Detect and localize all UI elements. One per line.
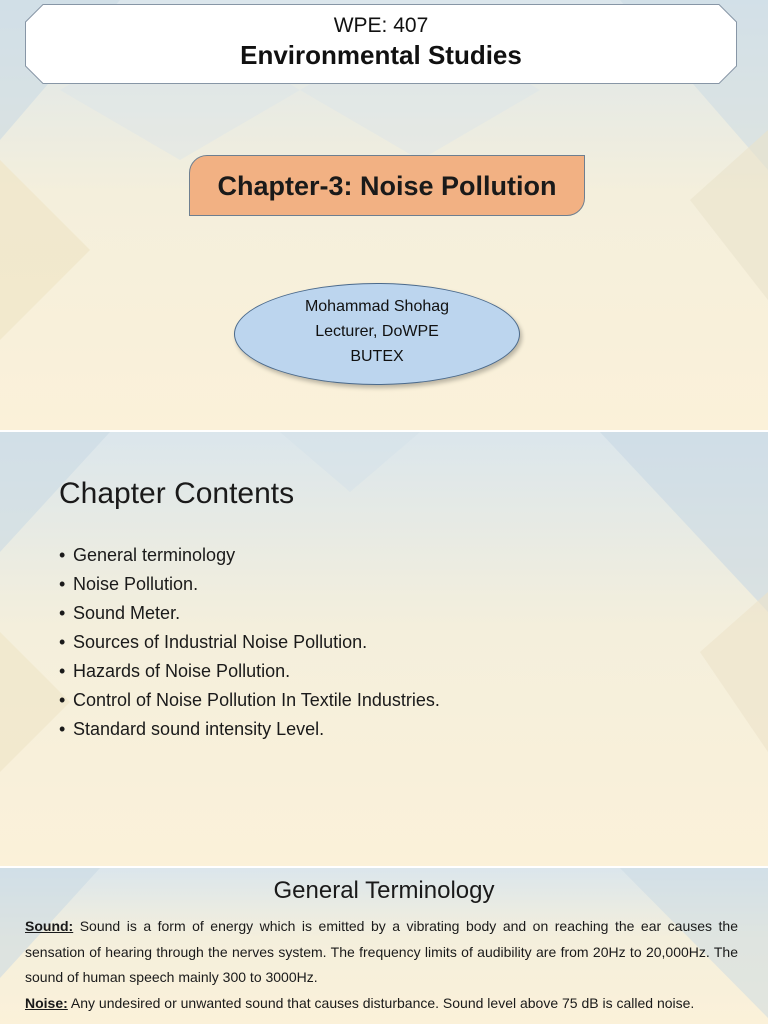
terminology-heading: General Terminology — [273, 877, 495, 904]
term-label: Sound: — [25, 918, 74, 934]
author-name: Mohammad Shohag — [304, 298, 450, 315]
term-sound — [25, 914, 738, 991]
author-institution: BUTEX — [350, 348, 404, 365]
list-item: • Noise Pollution. — [59, 574, 199, 594]
list-item: • Control of Noise Pollution In Textile Industries. — [59, 690, 440, 710]
terminology-slide — [0, 868, 768, 1024]
title-slide — [0, 0, 768, 430]
contents-list — [59, 544, 440, 747]
chapter-title: Chapter-3: Noise Pollution — [189, 155, 585, 216]
term-label: Noise: — [25, 995, 68, 1011]
course-code: WPE: 407 — [333, 14, 429, 37]
list-item: • General terminology — [59, 545, 236, 565]
author-position: Lecturer, DoWPE — [315, 323, 439, 340]
list-item: • Hazards of Noise Pollution. — [59, 661, 291, 681]
term-definition: Sound is a form of energy which is emitted by a vibrating body and on reaching the ear causes the sensation of hearing through the nerves system. The frequency limits of audibility are from 20Hz to 20,000Hz. The sound of human speech mainly 300 to 3000Hz. — [25, 918, 738, 985]
list-item: • Sources of Industrial Noise Pollution. — [59, 632, 368, 652]
contents-heading: Chapter Contents — [59, 477, 295, 510]
term-noise — [25, 991, 738, 1017]
contents-slide — [0, 432, 768, 866]
term-definition: Any undesired or unwanted sound that causes disturbance. Sound level above 75 dB is called noise. — [67, 995, 695, 1011]
list-item: • Sound Meter. — [59, 603, 181, 623]
course-title: Environmental Studies — [240, 40, 522, 70]
list-item: • Standard sound intensity Level. — [59, 719, 325, 739]
